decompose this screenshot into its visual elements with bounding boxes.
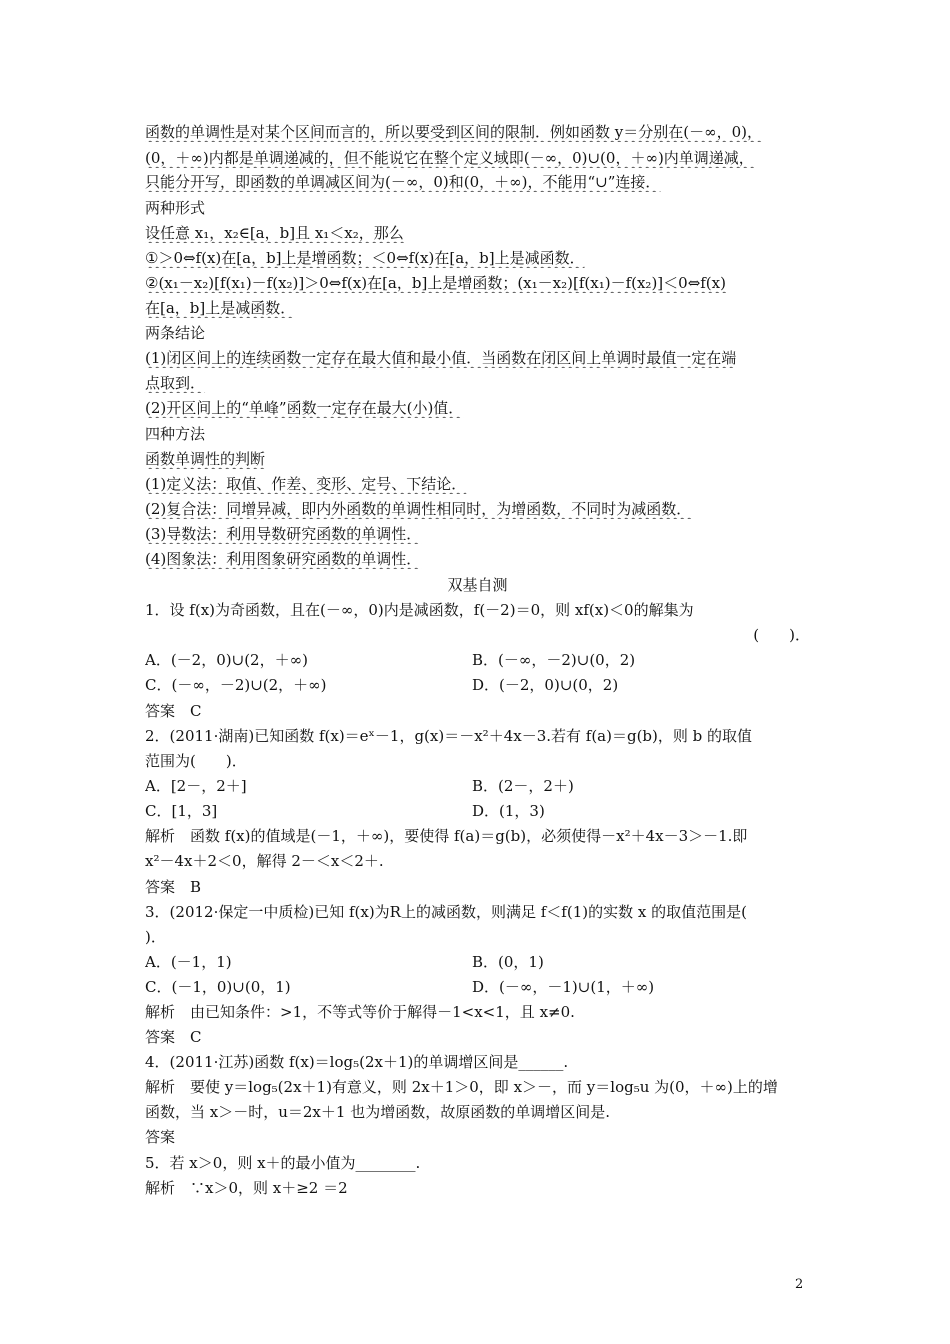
q1-bracket: ( )． <box>753 626 810 644</box>
intro-line-1: 函数的单调性是对某个区间而言的，所以要受到区间的限制．例如函数 y＝分别在(－∞，0)， <box>145 123 762 141</box>
page-number: 2 <box>795 1277 804 1292</box>
q1-options-row-2 <box>145 675 810 695</box>
method-1: (1)定义法：取值、作差、变形、定号、下结论． <box>145 475 467 493</box>
q4-stem: 4．(2011·江苏)函数 f(x)＝log₅(2x＋1)的单调增区间是______. <box>145 1053 569 1071</box>
two-conclusions-line-1: (1)闭区间上的连续函数一定存在最大值和最小值．当函数在闭区间上单调时最值一定在端 <box>145 349 737 367</box>
q3-options-row-1 <box>145 952 810 972</box>
q2-option-b: B．(2－，2＋) <box>472 777 574 795</box>
q3-option-d: D．(－∞，－1)∪(1，＋∞) <box>472 978 655 996</box>
q1-option-a: A．(－2，0)∪(2，＋∞) <box>145 651 308 669</box>
q2-option-d: D．(1，3) <box>472 802 545 820</box>
intro-line-2: (0，＋∞)内都是单调递减的，但不能说它在整个定义域即(－∞，0)∪(0，＋∞)内单调递减， <box>145 149 754 167</box>
method-2: (2)复合法：同增异减，即内外函数的单调性相同时，为增函数，不同时为减函数． <box>145 500 692 518</box>
q2-analysis-2: x²－4x＋2＜0，解得 2－＜x＜2＋. <box>145 852 384 870</box>
four-methods-subheading: 函数单调性的判断 <box>145 450 266 468</box>
q1-option-b: B．(－∞，－2)∪(0，2) <box>472 651 636 669</box>
method-3: (3)导数法：利用导数研究函数的单调性． <box>145 525 422 543</box>
q2-options-row-1 <box>145 776 810 796</box>
q5-stem: 5．若 x＞0，则 x＋的最小值为________. <box>145 1154 421 1172</box>
q2-options-row-2 <box>145 801 810 821</box>
two-conclusions-line-2: 点取到． <box>145 374 206 392</box>
q4-analysis-2: 函数，当 x＞－时，u＝2x＋1 也为增函数，故原函数的单调增区间是. <box>145 1103 610 1121</box>
q2-analysis-1: 解析 函数 f(x)的值域是(－1，＋∞)，要使得 f(a)＝g(b)，必须使得－x²＋4x－3＞－1.即 <box>145 827 748 845</box>
q2-stem-1: 2．(2011·湖南)已知函数 f(x)＝eˣ－1，g(x)＝－x²＋4x－3.若有 f(a)＝g(b)，则 b 的取值 <box>145 727 753 745</box>
two-forms-line-3: ②(x₁－x₂)[f(x₁)－f(x₂)]＞0⇔f(x)在[a，b]上是增函数；(x₁－x₂)[f(x₁)－f(x₂)]＜0⇔f(x) <box>145 274 726 292</box>
q3-option-a: A．(－1，1) <box>145 953 232 971</box>
two-forms-line-4: 在[a，b]上是减函数． <box>145 299 296 317</box>
q2-stem-2: 范围为( )． <box>145 752 247 770</box>
q5-analysis: 解析 ∵x＞0，则 x＋≥2 ＝2 <box>145 1179 348 1197</box>
two-conclusions-line-3: (2)开区间上的“单峰”函数一定存在最大(小)值． <box>145 399 464 417</box>
q3-options-row-2 <box>145 977 810 997</box>
q4-answer: 答案 <box>145 1128 176 1146</box>
q1-options-row-1 <box>145 650 810 670</box>
method-4: (4)图象法：利用图象研究函数的单调性． <box>145 550 422 568</box>
intro-line-3: 只能分开写，即函数的单调减区间为(－∞，0)和(0，＋∞)，不能用“∪”连接． <box>145 173 661 191</box>
q2-option-c: C．[1，3] <box>145 802 218 820</box>
q1-option-c: C．(－∞，－2)∪(2，＋∞) <box>145 676 327 694</box>
q1-answer: 答案 C <box>145 702 202 720</box>
q1-option-d: D．(－2，0)∪(0，2) <box>472 676 619 694</box>
q3-analysis: 解析 由已知条件：>1，不等式等价于解得－1<x<1，且 x≠0. <box>145 1003 575 1021</box>
two-conclusions-heading: 两条结论 <box>145 324 206 342</box>
q3-option-b: B．(0，1) <box>472 953 544 971</box>
q2-answer: 答案 B <box>145 878 202 896</box>
two-forms-heading: 两种形式 <box>145 199 206 217</box>
q2-option-a: A．[2－，2＋] <box>145 777 247 795</box>
q3-option-c: C．(－1，0)∪(0，1) <box>145 978 291 996</box>
q4-analysis-1: 解析 要使 y＝log₅(2x＋1)有意义，则 2x＋1＞0，即 x＞－，而 y＝log₅u 为(0，＋∞)上的增 <box>145 1078 778 1096</box>
q3-answer: 答案 C <box>145 1028 202 1046</box>
section-title: 双基自测 <box>447 576 508 594</box>
two-forms-line-2: ①＞0⇔f(x)在[a，b]上是增函数；＜0⇔f(x)在[a，b]上是减函数． <box>145 249 585 267</box>
q1-stem: 1．设 f(x)为奇函数，且在(－∞，0)内是减函数，f(－2)＝0，则 xf(x)＜0的解集为 <box>145 601 694 619</box>
four-methods-heading: 四种方法 <box>145 425 206 443</box>
q3-stem-1: 3．(2012·保定一中质检)已知 f(x)为R上的减函数，则满足 f＜f(1)的实数 x 的取值范围是( <box>145 903 747 921</box>
q3-stem-2: )． <box>145 928 166 946</box>
two-forms-line-1: 设任意 x₁，x₂∈[a，b]且 x₁＜x₂，那么 <box>145 224 404 242</box>
